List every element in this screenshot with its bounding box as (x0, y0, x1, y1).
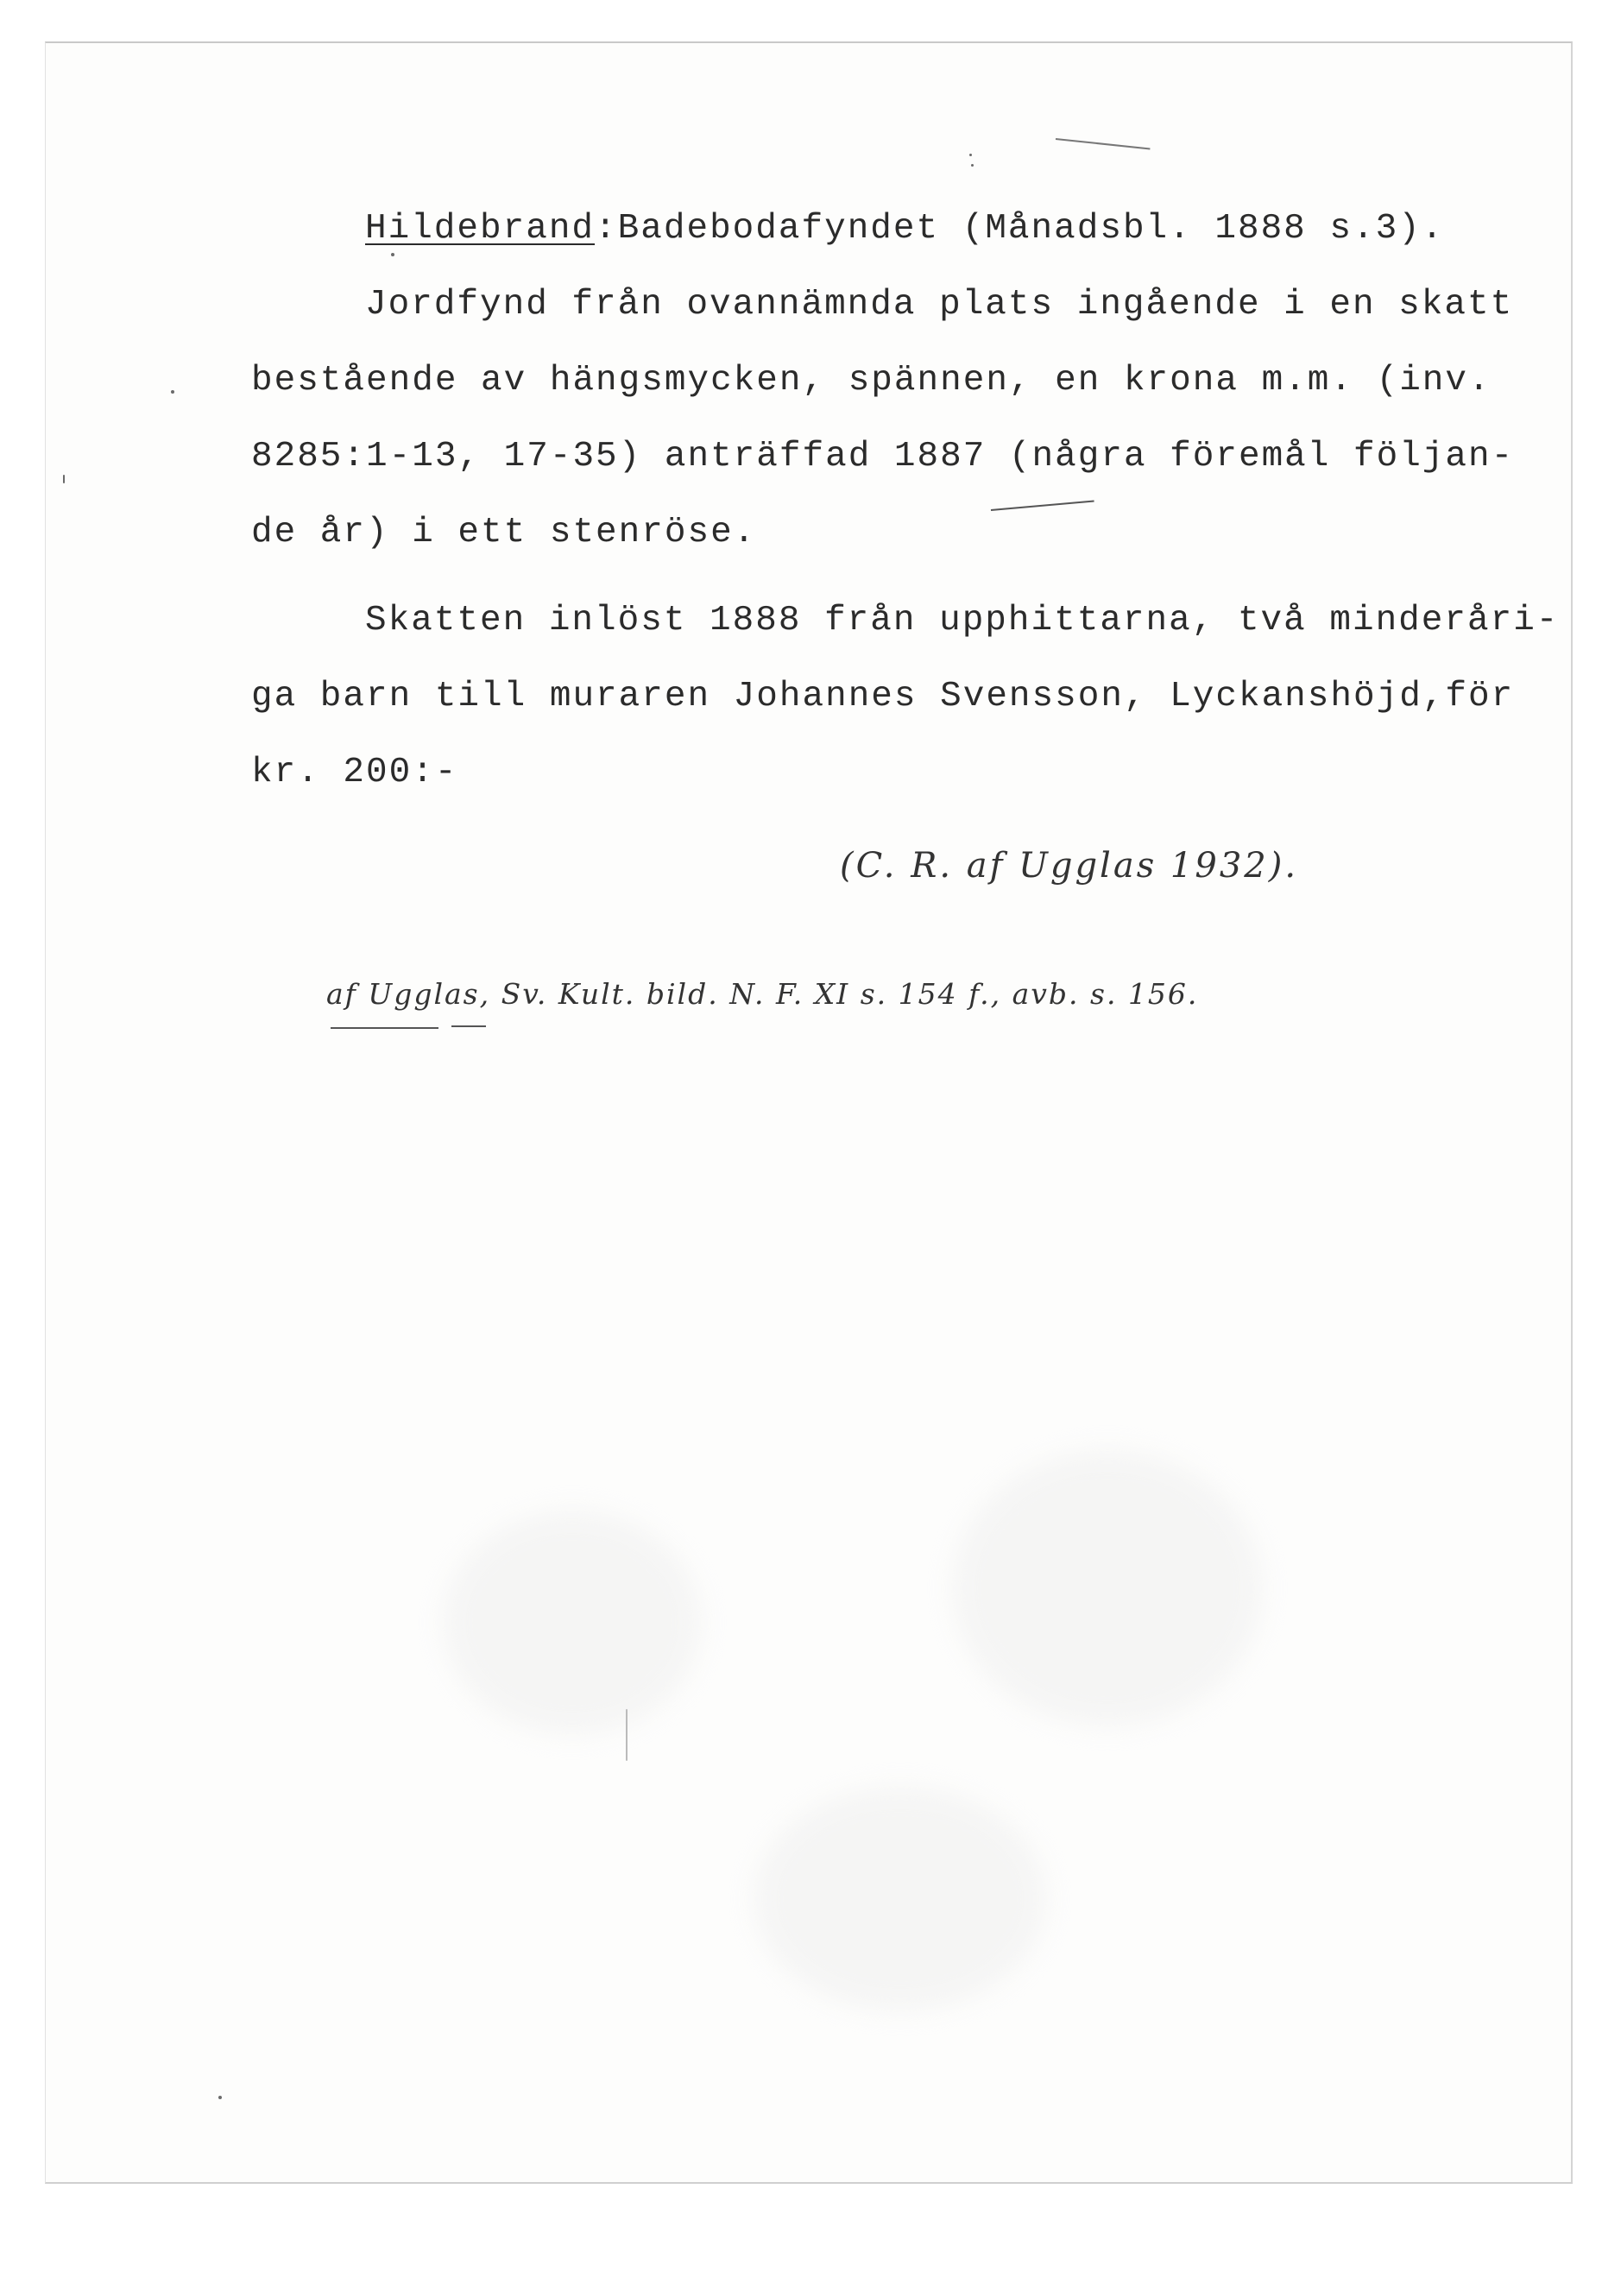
show-through-blot (952, 1450, 1263, 1726)
card-heading (365, 209, 1444, 249)
pencil-underline (991, 501, 1094, 511)
pencil-mark (1056, 138, 1151, 149)
paragraph-1-line-2: bestående av hängsmycken, spännen, en krona m.m. (inv. (251, 361, 1492, 401)
handwritten-underline (331, 1027, 438, 1029)
speck (971, 164, 974, 167)
paragraph-2-line-1: Skatten inlöst 1888 från upphittarna, två minderåri- (365, 601, 1560, 640)
paragraph-1-line-4: de år) i ett stenröse. (251, 513, 757, 552)
speck (63, 475, 65, 483)
speck (626, 1709, 628, 1761)
show-through-blot (754, 1787, 1047, 2011)
speck (171, 390, 174, 394)
paragraph-1-line-1: Jordfynd från ovannämnda plats ingående i en skatt (365, 285, 1514, 325)
archive-card (45, 41, 1573, 2184)
handwritten-reference: af Ugglas, Sv. Kult. bild. N. F. XI s. 154 f., avb. s. 156. (326, 977, 1199, 1011)
heading-author: Hildebrand (365, 209, 596, 249)
handwritten-underline (451, 1025, 486, 1027)
speck (218, 2096, 222, 2099)
show-through-blot (443, 1511, 702, 1735)
paragraph-2-line-3: kr. 200:- (251, 753, 458, 792)
speck (391, 253, 394, 256)
heading-title: :Badebodafyndet (Månadsbl. 1888 s.3). (595, 209, 1445, 249)
handwritten-signature: (C. R. af Ugglas 1932). (840, 846, 1299, 886)
speck (969, 154, 972, 156)
paragraph-1-line-3: 8285:1-13, 17-35) anträffad 1887 (några föremål följan- (251, 437, 1515, 476)
paragraph-2-line-2: ga barn till muraren Johannes Svensson, Lyckanshöjd,för (251, 677, 1515, 716)
